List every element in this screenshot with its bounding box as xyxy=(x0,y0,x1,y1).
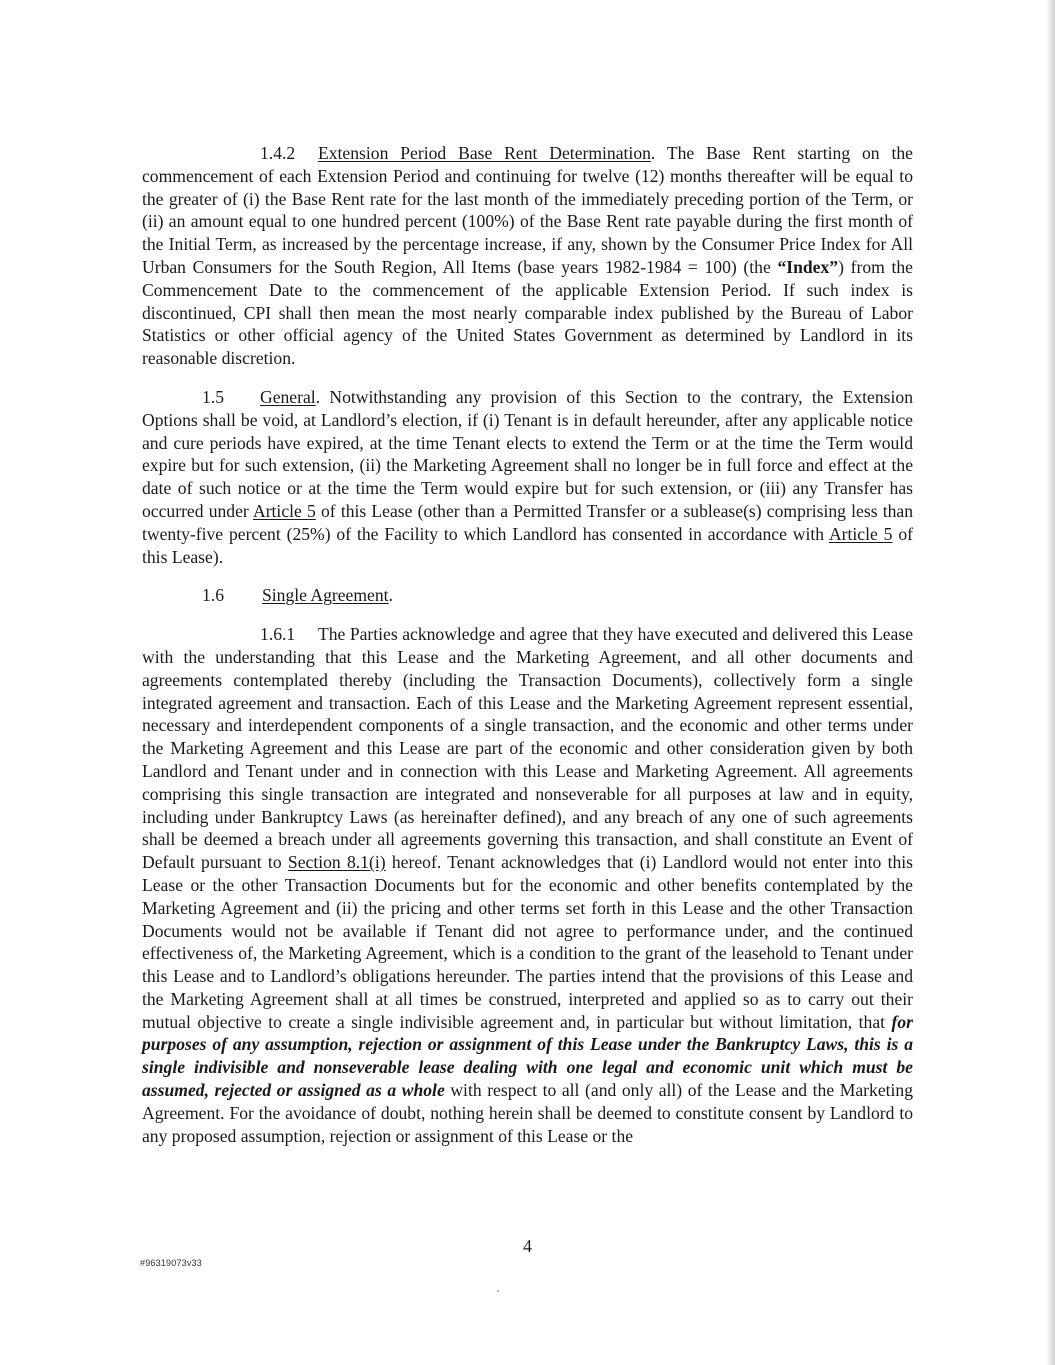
section-heading: General xyxy=(260,386,316,407)
section-number: 1.6 xyxy=(202,585,224,606)
cross-reference: Article 5 xyxy=(828,523,893,544)
section-heading: Single Agreement xyxy=(262,585,389,606)
emphasized-clause: for purposes of any assumption, rejection or assignment of this Lease under the Bankruptcy Laws, this is a single indivisible and nonseverable lease dealing with one legal and economic unit which must be assumed, rejected or assigned as a whole xyxy=(142,1011,913,1101)
defined-term: “Index” xyxy=(777,256,839,277)
page-number: 4 xyxy=(523,1236,532,1256)
cross-reference: Article 5 xyxy=(252,500,316,521)
scan-speck xyxy=(497,1290,499,1292)
section-number: 1.6.1 xyxy=(260,624,296,645)
section-1-6-heading: 1.6 Single Agreement. xyxy=(202,585,393,606)
page-body xyxy=(142,142,913,1147)
section-1-4-2-paragraph: 1.4.2 Extension Period Base Rent Determination. The Base Rent starting on the commencement of each Extension Period and continuing for twelve (12) months thereafter will be equal to the greater of (i) the Base Rent rate for the last month of the immediately preceding portion of the Term, or (ii) an amount equal to one hundred percent (100%) of the Base Rent rate payable during the first month of the Initial Term, as increased by the percentage increase, if any, shown by the Consumer Price Index for All Urban Consumers for the South Region, All Items (base years 1982-1984 = 100) (the “Index”) from the Commencement Date to the commencement of the applicable Extension Period. If such index is discontinued, CPI shall then mean the most nearly comparable index published by the Bureau of Labor Statistics or other official agency of the United States Government as determined by Landlord in its reasonable discretion. xyxy=(142,143,913,369)
section-heading: Extension Period Base Rent Determination xyxy=(318,143,651,163)
document-id: #96319073v33 xyxy=(140,1258,202,1268)
section-1-5-paragraph: 1.5 General. Notwithstanding any provision of this Section to the contrary, the Extension Options shall be void, at Landlord’s election, if (i) Tenant is in default hereunder, after any applicable notice and cure periods have expired, at the time Tenant elects to extend the Term or at the time the Term would expire but for such extension, (ii) the Marketing Agreement shall no longer be in full force and effect at the date of such notice or at the time the Term would expire but for such extension, or (iii) any Transfer has occurred under Article 5 of this Lease (other than a Permitted Transfer or a sublease(s) comprising less than twenty-five percent (25%) of the Facility to which Landlord has consented in accordance with Article 5 of this Lease). xyxy=(142,386,914,567)
section-number: 1.4.2 xyxy=(260,143,296,163)
section-number: 1.5 xyxy=(202,386,224,407)
cross-reference: Section 8.1(i) xyxy=(287,852,386,873)
scan-edge-shadow xyxy=(1046,0,1055,1365)
section-1-6-1-paragraph: 1.6.1 The Parties acknowledge and agree that they have executed and delivered this Lease with the understanding that this Lease and the Marketing Agreement, and all other documents and agreements contemplated thereby (including the Transaction Documents), collectively form a single integrated agreement and transaction. Each of this Lease and the Marketing Agreement represent essential, necessary and interdependent components of a single transaction, and the economic and other terms under the Marketing Agreement and this Lease are part of the economic and other consideration given by both Landlord and Tenant under and in connection with this Lease and Marketing Agreement. All agreements comprising this single transaction are integrated and nonseverable for all purposes at law and in equity, including under Bankruptcy Laws (as hereinafter defined), and any breach of any one of such agreements shall be deemed a breach under all agreements governing this transaction, and shall constitute an Event of Default pursuant to Section 8.1(i) hereof. Tenant acknowledges that (i) Landlord would not enter into this Lease or the other Transaction Documents but for the economic and other benefits contemplated by the Marketing Agreement and (ii) the pricing and other terms set forth in this Lease and the other Transaction Documents would not be available if Tenant did not agree to performance under, and the continued effectiveness of, the Marketing Agreement, which is a condition to the grant of the leasehold to Tenant under this Lease and to Landlord’s obligations hereunder. The parties intend that the provisions of this Lease and the Marketing Agreement shall at all times be construed, interpreted and applied so as to carry out their mutual objective to create a single indivisible agreement and, in particular but without limitation, that for purposes of any assumption, rejection or assignment of this Lease under the Bankruptcy Laws, this is a single indivisible and nonseverable lease dealing with one legal and economic unit which must be assumed, rejected or assigned as a whole with respect to all (and only all) of the Lease and the Marketing Agreement. For the avoidance of doubt, nothing herein shall be deemed to constitute consent by Landlord to any proposed assumption, rejection or assignment of this Lease or the xyxy=(142,624,913,1146)
